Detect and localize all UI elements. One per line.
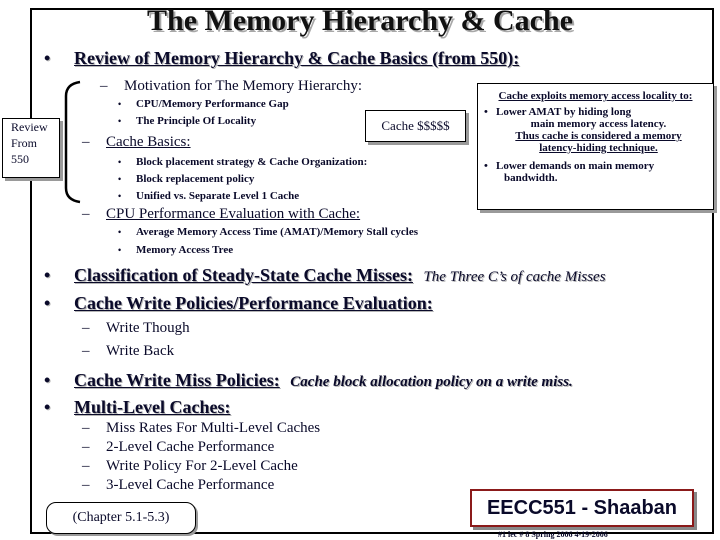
bullet-review <box>44 48 519 69</box>
cache-basics-sub-3: • Unified vs. Separate Level 1 Cache <box>118 190 300 202</box>
classification-note: The Three C’s of cache Misses <box>423 269 606 285</box>
multilevel-item-2: – 2-Level Cache Performance <box>82 439 275 455</box>
review-heading: Review of Memory Hierarchy & Cache Basics (from 550): <box>74 48 520 68</box>
locality-callout-box <box>477 83 714 210</box>
review-from-550-box: Review From 550 <box>2 118 60 178</box>
write-policy-1: – Write Though <box>82 320 190 336</box>
bullet-write-policies: • Cache Write Policies/Performance Evaluation: <box>44 293 433 313</box>
bullet-dot: • <box>44 48 51 68</box>
motivation-label: Motivation for The Memory Hierarchy: <box>124 78 362 94</box>
slide-footer: #1 lec # 8 Spring 2006 4-19-2006 <box>498 530 608 539</box>
review-bracket <box>60 80 84 205</box>
classification-heading: Classification of Steady-State Cache Misses: <box>74 265 413 285</box>
motivation-item: – Motivation for The Memory Hierarchy: <box>100 78 362 94</box>
multilevel-heading: Multi-Level Caches: <box>74 397 231 417</box>
cpu-perf-sub-2: • Memory Access Tree <box>118 244 234 256</box>
cache-basics-sub-1: • Block placement strategy & Cache Organization: <box>118 156 368 168</box>
cache-dollars-box: Cache $$$$$ <box>365 110 466 142</box>
write-miss-heading: Cache Write Miss Policies: <box>74 370 280 390</box>
motivation-sub-2: • The Principle Of Locality <box>118 115 257 127</box>
write-miss-note: Cache block allocation policy on a write miss. <box>290 374 573 390</box>
cache-basics-item: – Cache Basics: <box>82 134 191 150</box>
write-policies-heading: Cache Write Policies/Performance Evaluation: <box>74 293 433 313</box>
slide-title: The Memory Hierarchy & Cache <box>147 4 573 37</box>
callout-point-2: • Lower demands on main memory bandwidth. <box>484 160 655 184</box>
multilevel-item-4: – 3-Level Cache Performance <box>82 477 275 493</box>
course-brand-box: EECC551 - Shaaban <box>470 489 694 527</box>
callout-point-1: • Lower AMAT by hiding long main memory access latency. Thus cache is considered a memory latency-hiding technique. <box>484 106 682 154</box>
write-policy-2: – Write Back <box>82 343 175 359</box>
multilevel-item-3: – Write Policy For 2-Level Cache <box>82 458 298 474</box>
bullet-write-miss: • Cache Write Miss Policies: Cache block allocation policy on a write miss. <box>44 370 573 390</box>
multilevel-item-1: – Miss Rates For Multi-Level Caches <box>82 420 321 436</box>
bullet-multilevel: • Multi-Level Caches: <box>44 397 231 417</box>
cpu-perf-item: – CPU Performance Evaluation with Cache: <box>82 206 361 222</box>
motivation-sub-1: • CPU/Memory Performance Gap <box>118 98 289 110</box>
cache-basics-label: Cache Basics: <box>106 134 191 150</box>
cpu-perf-sub-1: • Average Memory Access Time (AMAT)/Memory Stall cycles <box>118 226 419 238</box>
callout-heading: Cache exploits memory access locality to: <box>498 90 693 102</box>
cpu-perf-label: CPU Performance Evaluation with Cache: <box>106 206 361 222</box>
cache-basics-sub-2: • Block replacement policy <box>118 173 255 185</box>
chapter-reference-box: (Chapter 5.1-5.3) <box>46 502 196 534</box>
bullet-classification: • Classification of Steady-State Cache Misses: The Three C’s of cache Misses <box>44 265 606 285</box>
